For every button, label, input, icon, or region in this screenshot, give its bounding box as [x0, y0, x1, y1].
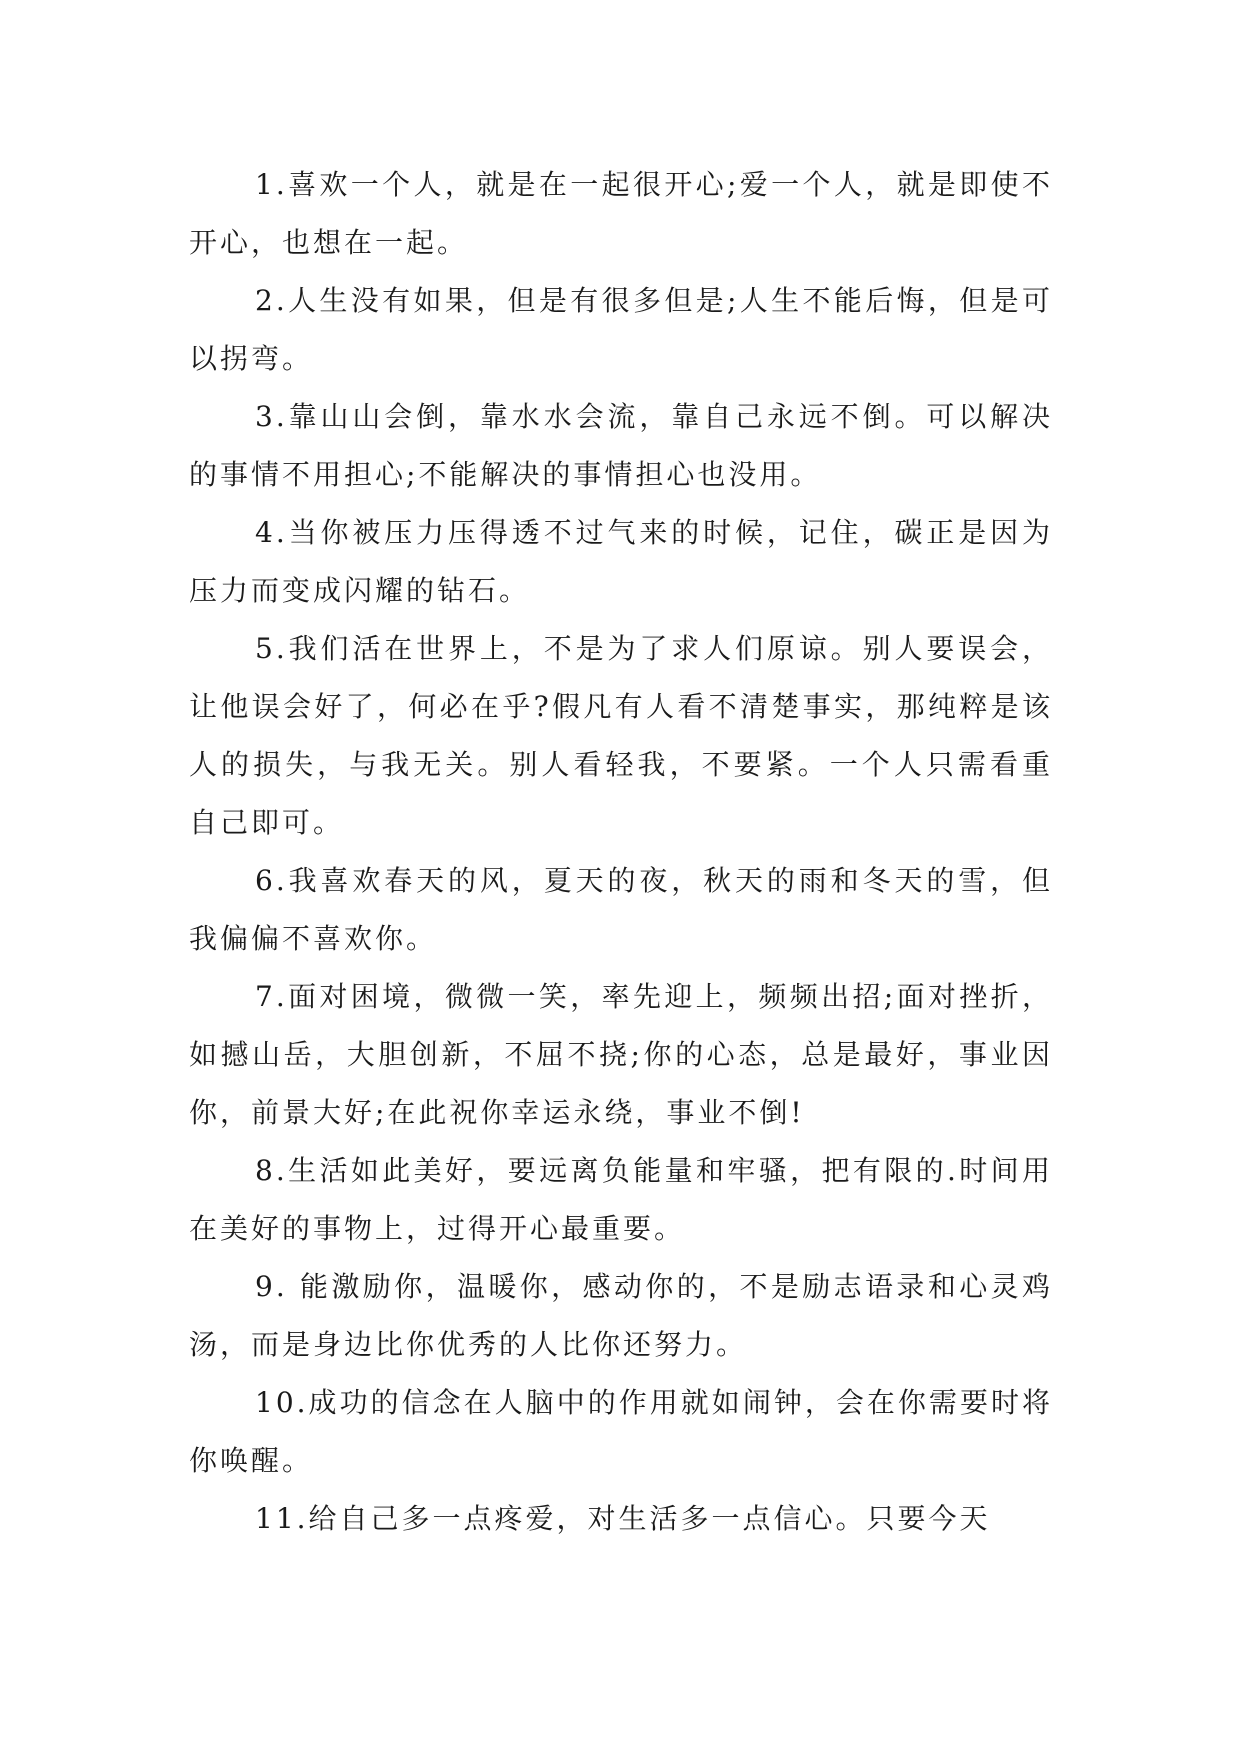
paragraph-5: 5.我们活在世界上，不是为了求人们原谅。别人要误会，让他误会好了，何必在乎?假凡有人看不清楚事实，那纯粹是该人的损失，与我无关。别人看轻我，不要紧。一个人只需看重自己即可。	[189, 632, 1053, 839]
paragraph-4: 4.当你被压力压得透不过气来的时候，记住，碳正是因为压力而变成闪耀的钻石。	[189, 516, 1053, 607]
paragraph-6: 6.我喜欢春天的风，夏天的夜，秋天的雨和冬天的雪，但我偏偏不喜欢你。	[189, 864, 1053, 955]
document-body	[189, 156, 1053, 1548]
paragraph-10: 10.成功的信念在人脑中的作用就如闹钟，会在你需要时将你唤醒。	[189, 1386, 1053, 1477]
paragraph-2: 2.人生没有如果，但是有很多但是;人生不能后悔，但是可以拐弯。	[189, 284, 1053, 375]
paragraph-3: 3.靠山山会倒，靠水水会流，靠自己永远不倒。可以解决的事情不用担心;不能解决的事情担心也没用。	[189, 400, 1053, 491]
paragraph-8: 8.生活如此美好，要远离负能量和牢骚，把有限的.时间用在美好的事物上，过得开心最重要。	[189, 1154, 1053, 1245]
paragraph-11: 11.给自己多一点疼爱，对生活多一点信心。只要今天	[255, 1502, 991, 1535]
paragraph-1: 1.喜欢一个人，就是在一起很开心;爱一个人，就是即使不开心，也想在一起。	[189, 168, 1053, 259]
paragraph-7: 7.面对困境，微微一笑，率先迎上，频频出招;面对挫折，如撼山岳，大胆创新，不屈不挠;你的心态，总是最好，事业因你，前景大好;在此祝你幸运永绕，事业不倒!	[189, 980, 1053, 1129]
paragraph-9: 9. 能激励你，温暖你，感动你的，不是励志语录和心灵鸡汤，而是身边比你优秀的人比你还努力。	[189, 1270, 1053, 1361]
